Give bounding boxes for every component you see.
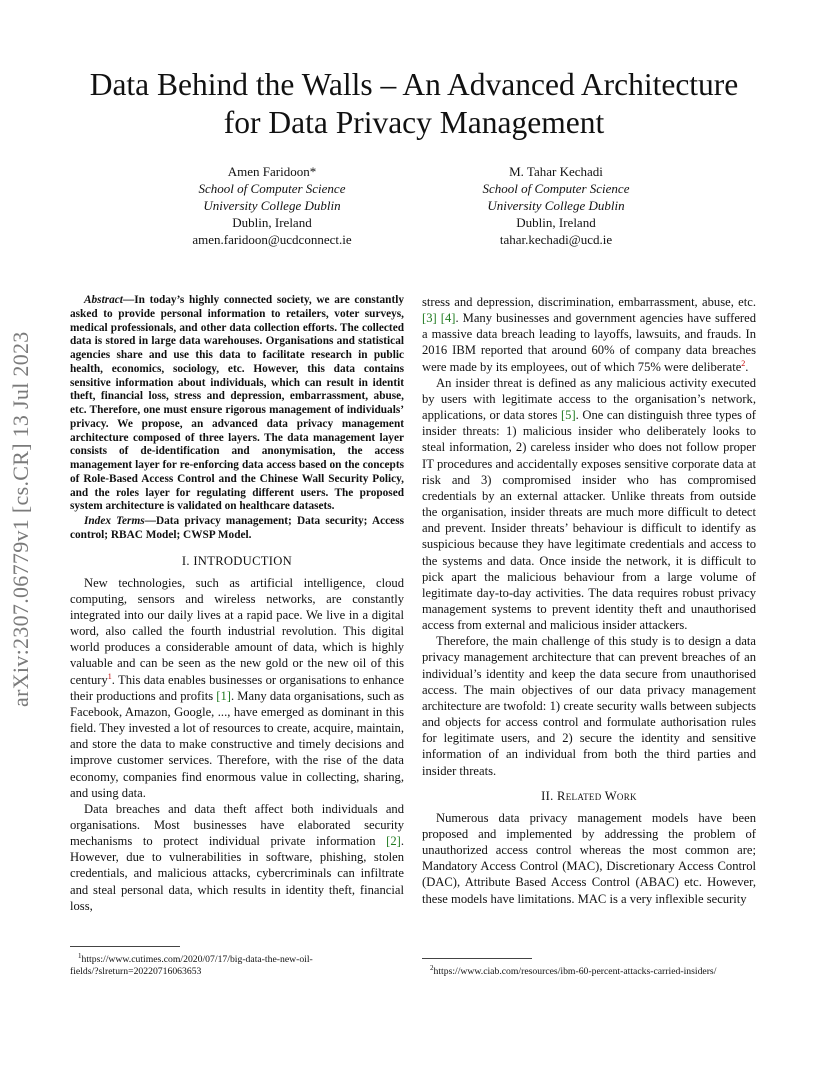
footnote-number: 1 xyxy=(78,952,82,960)
citation-link[interactable]: [3] xyxy=(422,311,437,326)
citation-link[interactable]: [5] xyxy=(560,408,576,423)
paper-title xyxy=(40,66,788,142)
left-column xyxy=(70,294,404,914)
author-department: School of Computer Science xyxy=(198,181,346,196)
citation-link[interactable]: [1] xyxy=(216,688,231,703)
body-text: . Many businesses and government agencies have suffered a massive data breach leading to layoffs, lawsuits, and frauds. In 2016 IBM reported that around 60% of company data breaches were made by its employees, out of which 75% were deliberate xyxy=(422,311,756,374)
intro-paragraph-1 xyxy=(70,575,404,801)
footnote-2 xyxy=(422,962,756,978)
footnote-url[interactable]: https://www.cutimes.com/2020/07/17/big-data-the-new-oil- xyxy=(81,954,313,966)
footnote-url-continued[interactable]: fields/?slreturn=20220716063653 xyxy=(70,966,202,978)
author-block-2 xyxy=(436,163,676,248)
title-line-2: for Data Privacy Management xyxy=(223,105,605,140)
section-heading-related-work xyxy=(422,788,756,804)
footnote-url[interactable]: https://www.ciab.com/resources/ibm-60-percent-attacks-carried-insiders/ xyxy=(433,966,717,978)
index-terms-text: —Data privacy management; Data security; Access control; RBAC Model; CWSP Model. xyxy=(70,515,404,541)
abstract-label: Abstract xyxy=(84,294,123,306)
intro-text: Data breaches and data theft affect both individuals and organisations. Most businesses have elaborated security mechanisms to protect individual private information xyxy=(70,801,404,849)
right-paragraph-4: Numerous data privacy management models have been proposed and implemented by addressing the problem of unauthorized access control whereas the most common are; Mandatory Access Control (MAC), Discretionary Access Control (DAC), Attribute Based Access Control (ABAC) etc. However, these models have limitations. MAC is a very inflexible security xyxy=(422,810,756,906)
section-title: Related Work xyxy=(557,788,637,803)
right-paragraph-1 xyxy=(422,294,756,375)
section-heading-introduction: I. INTRODUCTION xyxy=(181,553,293,568)
index-terms-label: Index Terms xyxy=(84,515,145,527)
body-text: An insider threat is defined as any malicious activity executed by users with legitimate access to the organisation’s network, applications, or data stores xyxy=(422,375,756,423)
abstract xyxy=(70,294,404,514)
footnote-rule xyxy=(70,946,180,947)
footnote-1 xyxy=(70,950,404,978)
body-text: . xyxy=(745,359,749,374)
intro-text: . However, due to vulnerabilities in software, phishing, stolen credentials, and malicious attacks, cybercriminals can infiltrate and steal personal data, which results in identity theft, financial loss, xyxy=(70,834,404,913)
right-column xyxy=(422,294,756,907)
author-name: Amen Faridoon* xyxy=(227,164,317,179)
author-name: M. Tahar Kechadi xyxy=(509,164,603,179)
body-text: stress and depression, discrimination, embarrassment, abuse, etc. xyxy=(422,295,756,309)
footnote-number: 2 xyxy=(430,964,434,972)
footnote-marker-2[interactable]: 2 xyxy=(741,358,746,368)
author-organisation: University College Dublin xyxy=(203,198,341,213)
author-location: Dublin, Ireland xyxy=(516,215,596,230)
index-terms xyxy=(70,515,404,543)
section-number: II. xyxy=(541,788,558,803)
author-email[interactable]: tahar.kechadi@ucd.ie xyxy=(499,232,613,247)
citation-link[interactable]: [4] xyxy=(440,311,456,326)
citation-link[interactable]: [2] xyxy=(386,834,401,849)
right-paragraph-3: Therefore, the main challenge of this study is to design a data privacy management architecture that can prevent breaches of an individual’s identity and keep the data secure from unauthorised access. The main objectives of our data privacy management architecture are twofold: 1) create security walls between subjects and objects for access control and formulate authorisation rules for legitimate users, and 2) secure the identity and sensitive information of an individual from both the third parties and insider threats. xyxy=(422,634,756,778)
right-paragraph-2 xyxy=(422,375,756,634)
intro-text: . This data enables businesses or organisations to enhance their productions and profits xyxy=(70,672,404,703)
intro-text: . Many data organisations, such as Facebook, Amazon, Google, ..., have emerged as dominant in this field. They invested a lot of resources to create, acquire, maintain, and store the data to make constructive and timely decisions and improve customer services. Therefore, with the rise of the data economy, companies find enormous value in collecting, sharing, and using data. xyxy=(70,688,404,800)
arxiv-identifier: arXiv:2307.06779v1 [cs.CR] 13 Jul 2023 xyxy=(8,331,33,707)
footnote-marker-1[interactable]: 1 xyxy=(107,671,112,681)
author-email[interactable]: amen.faridoon@ucdconnect.ie xyxy=(192,232,352,247)
intro-text: New technologies, such as artificial intelligence, cloud computing, sensors and wireless networks, are constantly integrated into our daily lives at a rapid pace. We live in a digital word, also called the fourth industrial revolution. This digital world produces a considerable amount of data, which is highly valuable and can be seen as the new gold or the new oil of this century xyxy=(70,575,404,687)
abstract-text: —In today’s highly connected society, we are constantly asked to provide personal information to retailers, voter surveys, medical professionals, and other data collection efforts. The collected data is stored in large data warehouses. Organisations and statistical agencies share and use this data to facilitate research in public health, economics, sociology, etc. However, this data contains sensitive information about individuals, which can result in identit theft, financial loss, stress and depression, embarrassment, abuse, etc. Therefore, one must ensure rigorous management of individuals’ privacy. We propose, an advanced data privacy management architecture composed of three layers. The data management layer consists of de-identification and anonymisation, the access management layer for re-enforcing data access based on the concepts of Role-Based Access Control and the Chinese Wall Security Policy, and the roles layer for regulating different users. The proposed system architecture is validated on healthcare datasets. xyxy=(70,294,404,513)
title-line-1: Data Behind the Walls – An Advanced Architecture xyxy=(89,67,739,102)
author-location: Dublin, Ireland xyxy=(232,215,312,230)
author-department: School of Computer Science xyxy=(482,181,630,196)
author-organisation: University College Dublin xyxy=(487,198,625,213)
body-text: . One can distinguish three types of insider threats: 1) malicious insider who deliberately looks to steal information, 2) careless insider who does not follow proper IT procedures and accidentally exposes sensitive corporate data at risk and 3) compromised insider who has compromised credentials by an external attacker. Unlike threats from outside the organisation, insider threats are much more difficult to detect and prevent. Insider threats’ behaviour is difficult to identify as suspicious because they have legitimate credentials and access to the systems and data. Once inside the network, it is difficult to pick apart the malicious behaviour from a large volume of legitimate day-to-day activities. The data requires robust privacy management systems to prevent identity theft and unauthorised access from external and malicious insider attackers. xyxy=(422,408,756,633)
intro-paragraph-2 xyxy=(70,801,404,914)
author-block-1 xyxy=(152,163,392,248)
footnote-rule xyxy=(422,958,532,959)
